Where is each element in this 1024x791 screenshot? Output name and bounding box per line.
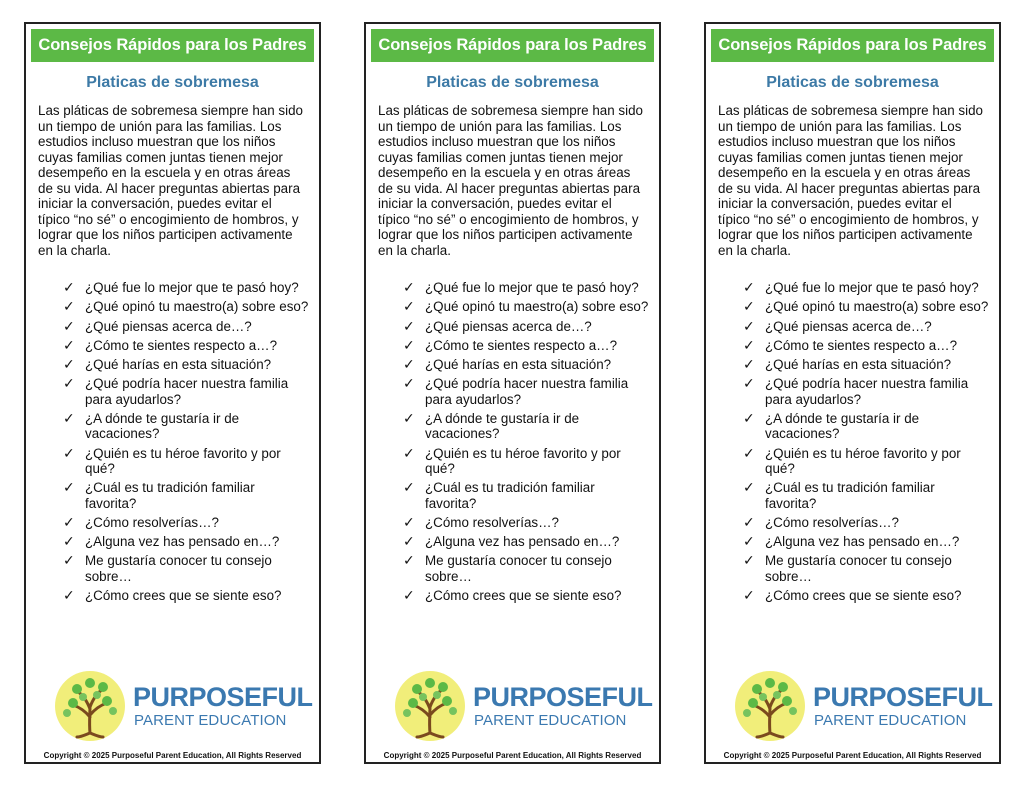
copyright-notice: Copyright © 2025 Purposeful Parent Education, All Rights Reserved — [43, 751, 302, 760]
question-text: ¿Cuál es tu tradición familiar favorita? — [85, 480, 255, 511]
question-text: ¿Qué podría hacer nuestra familia para ayudarlos? — [765, 376, 969, 407]
question-text: ¿Cómo resolverías…? — [765, 514, 899, 530]
question-text: Me gustaría conocer tu consejo sobre… — [85, 553, 272, 584]
check-icon: ✓ — [63, 356, 75, 373]
question-text: ¿Qué opinó tu maestro(a) sobre eso? — [765, 299, 989, 315]
question-item — [63, 319, 309, 334]
question-item — [63, 376, 309, 407]
intro-paragraph: Las pláticas de sobremesa siempre han sido un tiempo de unión para las familias. Los estudios incluso muestran que los niños cuyas familias comen juntas tienen mejor desempeño en la escuela y en otras áreas de su vida. Al hacer preguntas abiertas para iniciar la conversación, puedes evitar el típico “no sé” o encogimiento de hombros, y lograr que los niños participen activamente en la charla. — [378, 103, 643, 258]
tip-card-3 — [704, 22, 1001, 764]
question-text: ¿Cómo te sientes respecto a…? — [425, 337, 618, 353]
check-icon: ✓ — [743, 410, 755, 427]
question-text: ¿Cuál es tu tradición familiar favorita? — [765, 480, 935, 511]
question-text: ¿Qué fue lo mejor que te pasó hoy? — [765, 280, 979, 295]
question-item — [743, 515, 989, 530]
check-icon: ✓ — [63, 298, 75, 315]
question-text: ¿Qué fue lo mejor que te pasó hoy? — [85, 280, 299, 295]
question-text: ¿Qué piensas acerca de…? — [425, 318, 592, 334]
question-item — [403, 357, 649, 372]
check-icon: ✓ — [63, 587, 75, 604]
check-icon: ✓ — [403, 479, 415, 496]
question-item — [403, 480, 649, 511]
logo-brand-line1: PURPOSEFUL — [133, 682, 313, 712]
logo — [395, 671, 653, 741]
question-item — [743, 376, 989, 407]
question-text: ¿Qué fue lo mejor que te pasó hoy? — [425, 280, 639, 295]
check-icon: ✓ — [743, 533, 755, 550]
question-item — [743, 553, 989, 584]
question-item — [743, 534, 989, 549]
question-item — [743, 319, 989, 334]
question-item — [743, 280, 989, 295]
check-icon: ✓ — [63, 336, 75, 353]
card-header: Consejos Rápidos para los Padres — [371, 29, 654, 62]
question-text: ¿Cómo te sientes respecto a…? — [85, 337, 278, 353]
check-icon: ✓ — [63, 444, 75, 461]
question-item — [743, 480, 989, 511]
check-icon: ✓ — [743, 513, 755, 530]
check-icon: ✓ — [403, 552, 415, 569]
question-item — [403, 515, 649, 530]
question-text: ¿Cómo te sientes respecto a…? — [765, 337, 958, 353]
tree-icon — [395, 671, 465, 741]
question-text: ¿Cómo crees que se siente eso? — [85, 588, 282, 604]
check-icon: ✓ — [743, 317, 755, 334]
question-list — [366, 280, 659, 603]
check-icon: ✓ — [403, 533, 415, 550]
check-icon: ✓ — [403, 587, 415, 604]
question-text: ¿Quién es tu héroe favorito y por qué? — [85, 445, 281, 476]
check-icon: ✓ — [63, 410, 75, 427]
question-text: ¿Qué opinó tu maestro(a) sobre eso? — [85, 299, 309, 315]
check-icon: ✓ — [63, 375, 75, 392]
question-text: ¿Cómo resolverías…? — [85, 514, 219, 530]
question-item — [743, 299, 989, 314]
tip-card-2 — [364, 22, 661, 764]
question-item — [63, 446, 309, 477]
question-text: ¿Quién es tu héroe favorito y por qué? — [425, 445, 621, 476]
check-icon: ✓ — [403, 317, 415, 334]
card-subtitle: Platicas de sobremesa — [86, 74, 259, 91]
check-icon: ✓ — [403, 444, 415, 461]
question-text: ¿Quién es tu héroe favorito y por qué? — [765, 445, 961, 476]
question-text: ¿Qué harías en esta situación? — [425, 357, 612, 373]
question-item — [743, 357, 989, 372]
intro-paragraph: Las pláticas de sobremesa siempre han sido un tiempo de unión para las familias. Los estudios incluso muestran que los niños cuyas familias comen juntas tienen mejor desempeño en la escuela y en otras áreas de su vida. Al hacer preguntas abiertas para iniciar la conversación, puedes evitar el típico “no sé” o encogimiento de hombros, y lograr que los niños participen activamente en la charla. — [718, 103, 983, 258]
question-item — [403, 338, 649, 353]
question-text: Me gustaría conocer tu consejo sobre… — [765, 553, 952, 584]
question-text: ¿Alguna vez has pensado en…? — [85, 534, 280, 550]
card-header: Consejos Rápidos para los Padres — [31, 29, 314, 62]
question-text: ¿A dónde te gustaría ir de vacaciones? — [85, 411, 240, 442]
question-text: ¿Qué harías en esta situación? — [765, 357, 952, 373]
question-text: ¿A dónde te gustaría ir de vacaciones? — [765, 411, 920, 442]
question-item — [403, 319, 649, 334]
check-icon: ✓ — [403, 298, 415, 315]
tree-icon — [735, 671, 805, 741]
check-icon: ✓ — [63, 479, 75, 496]
question-text: ¿Qué harías en esta situación? — [85, 357, 272, 373]
check-icon: ✓ — [743, 375, 755, 392]
question-item — [403, 411, 649, 442]
question-item — [743, 411, 989, 442]
question-item — [63, 534, 309, 549]
question-item — [403, 376, 649, 407]
card-subtitle: Platicas de sobremesa — [426, 74, 599, 91]
question-text: ¿Cuál es tu tradición familiar favorita? — [425, 480, 595, 511]
check-icon: ✓ — [743, 444, 755, 461]
check-icon: ✓ — [743, 552, 755, 569]
check-icon: ✓ — [743, 336, 755, 353]
tip-card-1 — [24, 22, 321, 764]
question-item — [403, 553, 649, 584]
check-icon: ✓ — [63, 317, 75, 334]
copyright-notice: Copyright © 2025 Purposeful Parent Education, All Rights Reserved — [723, 751, 982, 760]
check-icon: ✓ — [403, 356, 415, 373]
logo — [735, 671, 993, 741]
check-icon: ✓ — [403, 336, 415, 353]
check-icon: ✓ — [743, 479, 755, 496]
question-text: ¿Qué podría hacer nuestra familia para ayudarlos? — [425, 376, 629, 407]
logo-brand-line2: PARENT EDUCATION — [474, 712, 627, 729]
question-list — [26, 280, 319, 603]
question-item — [63, 411, 309, 442]
check-icon: ✓ — [403, 513, 415, 530]
question-text: ¿Cómo crees que se siente eso? — [765, 588, 962, 604]
question-text: ¿Qué piensas acerca de…? — [765, 318, 932, 334]
question-item — [63, 299, 309, 314]
question-item — [403, 446, 649, 477]
question-item — [743, 446, 989, 477]
copyright-notice: Copyright © 2025 Purposeful Parent Education, All Rights Reserved — [383, 751, 642, 760]
question-item — [403, 299, 649, 314]
question-text: ¿A dónde te gustaría ir de vacaciones? — [425, 411, 580, 442]
question-item — [63, 338, 309, 353]
question-item — [403, 280, 649, 295]
tree-icon — [55, 671, 125, 741]
question-item — [63, 553, 309, 584]
check-icon: ✓ — [743, 356, 755, 373]
question-item — [743, 588, 989, 603]
card-header: Consejos Rápidos para los Padres — [711, 29, 994, 62]
question-text: ¿Cómo resolverías…? — [425, 514, 559, 530]
question-item — [743, 338, 989, 353]
question-text: ¿Alguna vez has pensado en…? — [765, 534, 960, 550]
logo-brand-line2: PARENT EDUCATION — [134, 712, 287, 729]
check-icon: ✓ — [743, 298, 755, 315]
question-text: ¿Alguna vez has pensado en…? — [425, 534, 620, 550]
card-subtitle: Platicas de sobremesa — [766, 74, 939, 91]
question-text: ¿Qué piensas acerca de…? — [85, 318, 252, 334]
check-icon: ✓ — [63, 513, 75, 530]
check-icon: ✓ — [403, 410, 415, 427]
logo-brand-line1: PURPOSEFUL — [473, 682, 653, 712]
logo — [55, 671, 313, 741]
question-list — [706, 280, 999, 603]
check-icon: ✓ — [63, 279, 75, 295]
question-text: ¿Qué opinó tu maestro(a) sobre eso? — [425, 299, 649, 315]
question-item — [63, 357, 309, 372]
logo-brand-line1: PURPOSEFUL — [813, 682, 993, 712]
question-text: ¿Cómo crees que se siente eso? — [425, 588, 622, 604]
check-icon: ✓ — [403, 279, 415, 295]
check-icon: ✓ — [403, 375, 415, 392]
check-icon: ✓ — [63, 552, 75, 569]
question-item — [63, 588, 309, 603]
question-item — [63, 280, 309, 295]
question-item — [63, 480, 309, 511]
check-icon: ✓ — [743, 587, 755, 604]
question-item — [403, 588, 649, 603]
check-icon: ✓ — [743, 279, 755, 295]
intro-paragraph: Las pláticas de sobremesa siempre han sido un tiempo de unión para las familias. Los estudios incluso muestran que los niños cuyas familias comen juntas tienen mejor desempeño en la escuela y en otras áreas de su vida. Al hacer preguntas abiertas para iniciar la conversación, puedes evitar el típico “no sé” o encogimiento de hombros, y lograr que los niños participen activamente en la charla. — [38, 103, 303, 258]
check-icon: ✓ — [63, 533, 75, 550]
question-text: ¿Qué podría hacer nuestra familia para ayudarlos? — [85, 376, 289, 407]
question-text: Me gustaría conocer tu consejo sobre… — [425, 553, 612, 584]
question-item — [63, 515, 309, 530]
logo-brand-line2: PARENT EDUCATION — [814, 712, 967, 729]
question-item — [403, 534, 649, 549]
